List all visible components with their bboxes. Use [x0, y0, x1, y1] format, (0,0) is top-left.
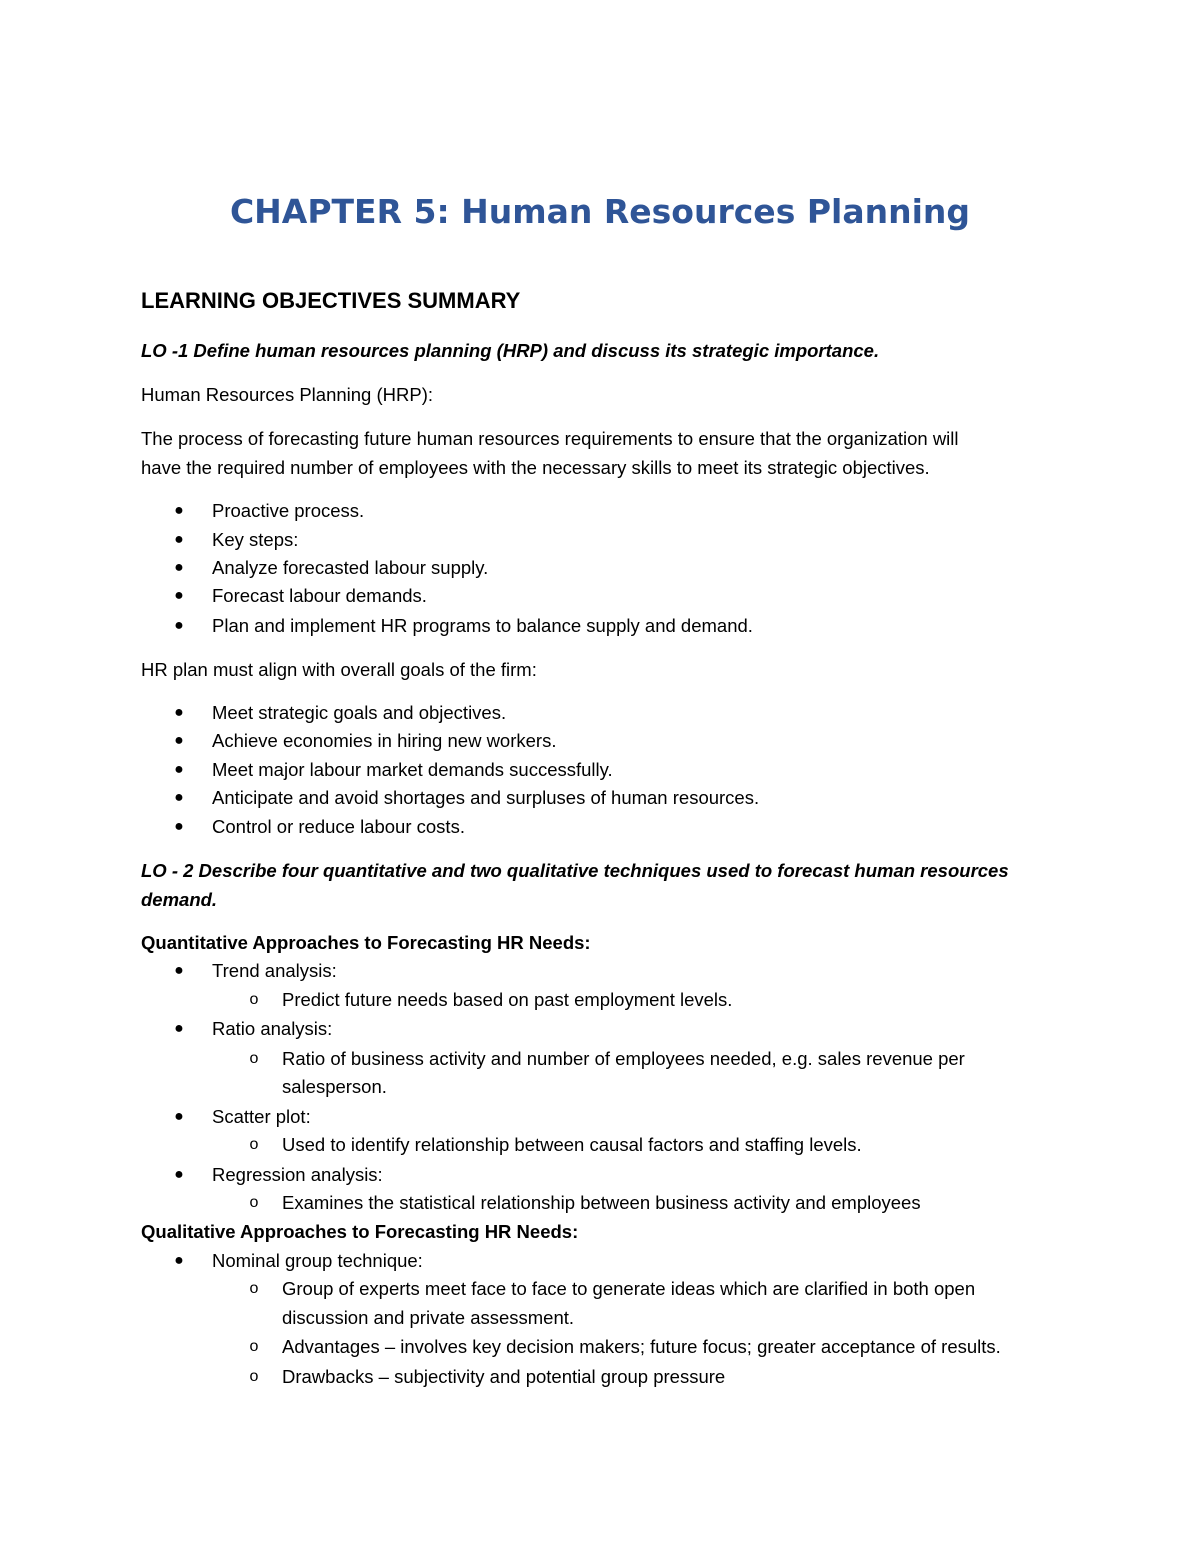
list-item: Nominal group technique:	[212, 1250, 423, 1271]
list-item: Meet major labour market demands successfully.	[212, 759, 613, 780]
bullet-icon: ●	[174, 559, 184, 576]
list-item: Analyze forecasted labour supply.	[212, 557, 489, 578]
list-item: Control or reduce labour costs.	[212, 816, 465, 837]
list-item: Plan and implement HR programs to balance supply and demand.	[212, 615, 753, 636]
list-item: Key steps:	[212, 529, 299, 550]
sub-list-item: Used to identify relationship between causal factors and staffing levels.	[282, 1134, 862, 1155]
bullet-icon: ●	[174, 818, 184, 835]
sub-bullet-icon: o	[249, 1136, 259, 1153]
align-label: HR plan must align with overall goals of the firm:	[141, 659, 537, 680]
list-item: Regression analysis:	[212, 1164, 383, 1185]
bullet-icon: ●	[174, 761, 184, 778]
bullet-icon: ●	[174, 789, 184, 806]
sub-bullet-icon: o	[249, 1194, 259, 1211]
sub-bullet-icon: o	[249, 991, 259, 1008]
sub-list-item: Group of experts meet face to face to generate ideas which are clarified in both open	[282, 1278, 976, 1299]
sub-list-item: Advantages – involves key decision makers; future focus; greater acceptance of results.	[282, 1336, 1001, 1357]
list-item: Ratio analysis:	[212, 1018, 333, 1039]
bullet-icon: ●	[174, 1108, 184, 1125]
sub-list-item: Predict future needs based on past employment levels.	[282, 989, 733, 1010]
sub-bullet-icon: o	[249, 1050, 259, 1067]
list-item: Forecast labour demands.	[212, 585, 427, 606]
sub-list-item: Ratio of business activity and number of employees needed, e.g. sales revenue per	[282, 1048, 965, 1069]
list-item: Trend analysis:	[212, 960, 337, 981]
sub-bullet-icon: o	[249, 1338, 259, 1355]
list-item: Scatter plot:	[212, 1106, 311, 1127]
sub-list-item: Examines the statistical relationship between business activity and employees	[282, 1192, 921, 1213]
bullet-icon: ●	[174, 502, 184, 519]
bullet-icon: ●	[174, 732, 184, 749]
hrp-definition-line-1: The process of forecasting future human resources requirements to ensure that the organization will	[141, 428, 959, 449]
list-item: Proactive process.	[212, 500, 365, 521]
quantitative-heading: Quantitative Approaches to Forecasting HR Needs:	[141, 932, 591, 953]
section-heading: LEARNING OBJECTIVES SUMMARY	[141, 288, 521, 313]
bullet-icon: ●	[174, 1020, 184, 1037]
hrp-label: Human Resources Planning (HRP):	[141, 384, 434, 405]
list-item: Anticipate and avoid shortages and surpluses of human resources.	[212, 787, 760, 808]
bullet-icon: ●	[174, 617, 184, 634]
sub-list-item-continued: discussion and private assessment.	[282, 1307, 575, 1328]
bullet-icon: ●	[174, 704, 184, 721]
bullet-icon: ●	[174, 1166, 184, 1183]
learning-objective-2-line-1: LO - 2 Describe four quantitative and two qualitative techniques used to forecast human resources	[141, 860, 1009, 881]
page-title: CHAPTER 5: Human Resources Planning	[229, 192, 971, 231]
list-item: Achieve economies in hiring new workers.	[212, 730, 557, 751]
list-item: Meet strategic goals and objectives.	[212, 702, 507, 723]
bullet-icon: ●	[174, 1252, 184, 1269]
bullet-icon: ●	[174, 587, 184, 604]
learning-objective-2-line-2: demand.	[141, 889, 218, 910]
learning-objective-1: LO -1 Define human resources planning (HRP) and discuss its strategic importance.	[141, 340, 880, 361]
sub-bullet-icon: o	[249, 1368, 259, 1385]
bullet-icon: ●	[174, 531, 184, 548]
qualitative-heading: Qualitative Approaches to Forecasting HR Needs:	[141, 1221, 579, 1242]
sub-list-item: Drawbacks – subjectivity and potential group pressure	[282, 1366, 726, 1387]
sub-bullet-icon: o	[249, 1280, 259, 1297]
sub-list-item-continued: salesperson.	[282, 1076, 387, 1097]
bullet-icon: ●	[174, 962, 184, 979]
hrp-definition-line-2: have the required number of employees with the necessary skills to meet its strategic objectives.	[141, 457, 930, 478]
